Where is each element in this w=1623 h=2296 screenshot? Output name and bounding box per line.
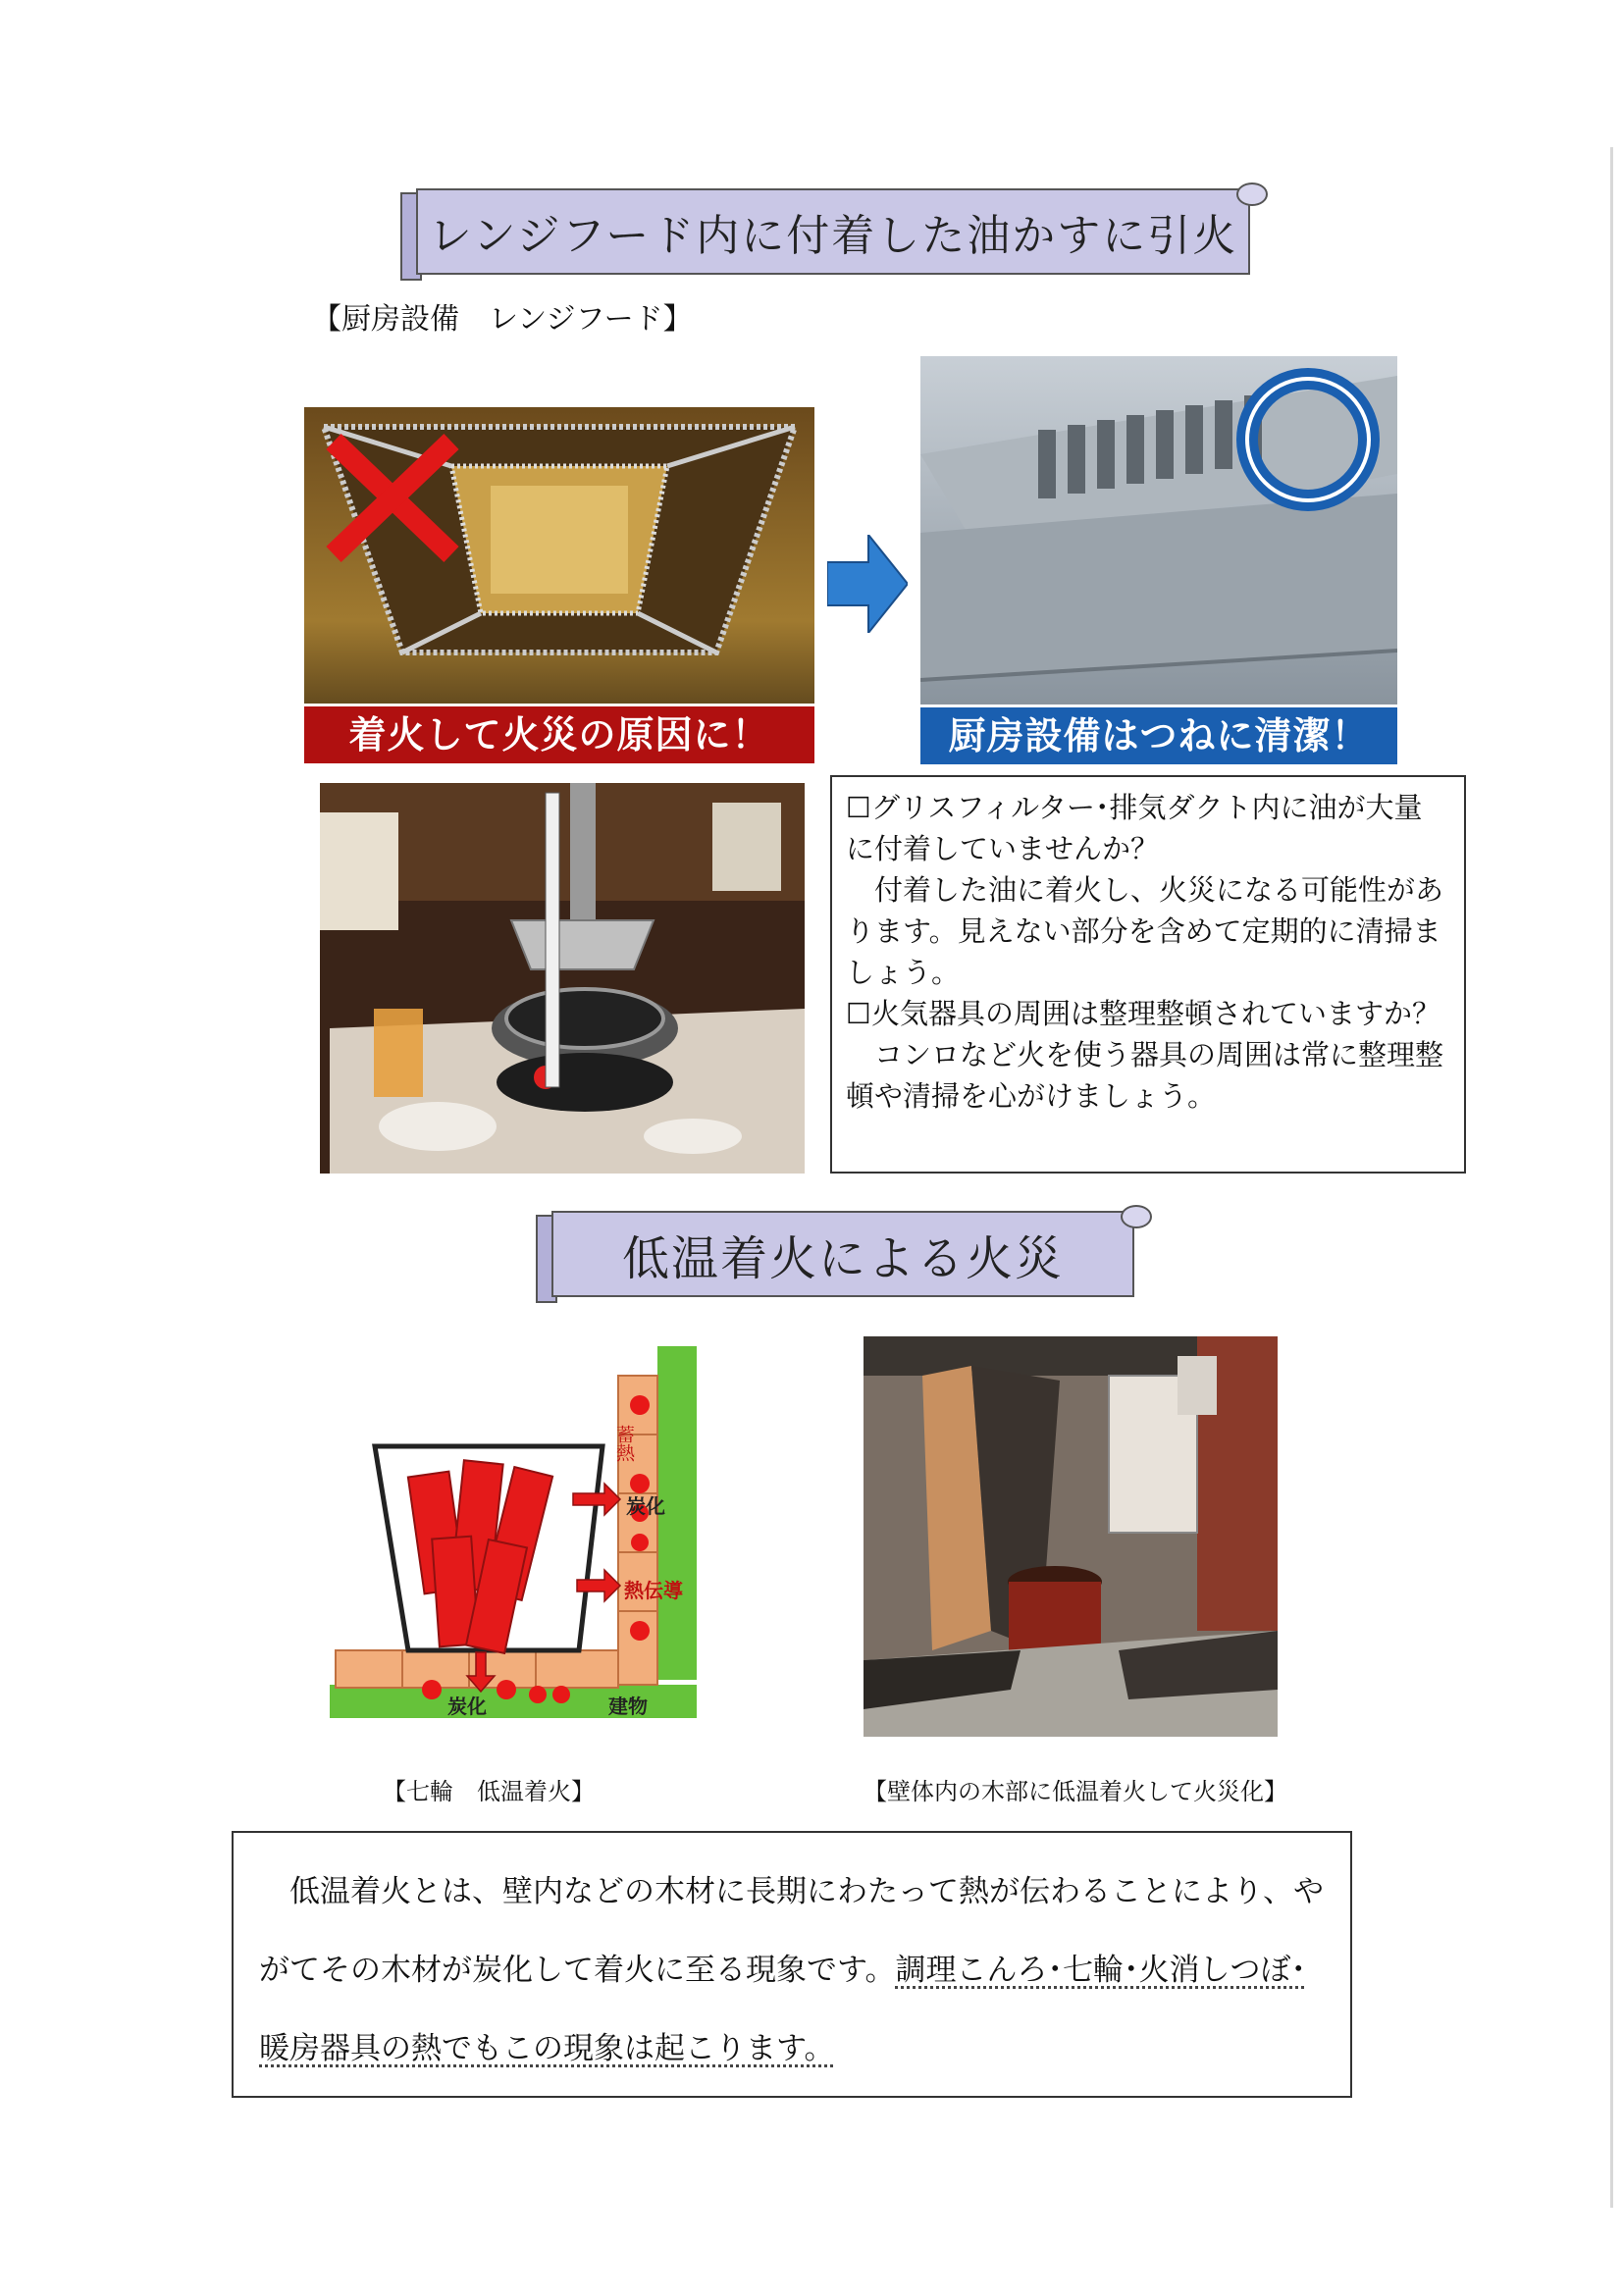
tabletop-grill-photo — [320, 783, 805, 1174]
range-hood-clean-photo — [920, 356, 1397, 764]
tabletop-grill-illustration — [320, 783, 805, 1174]
low-temp-ignition-diagram — [330, 1336, 722, 1729]
label-carbonize-right: 炭化 — [626, 1494, 665, 1518]
range-hood-clean-caption: 厨房設備はつねに清潔！ — [920, 704, 1397, 764]
arrow-right-icon — [827, 535, 908, 633]
note-surroundings-advice: コンロなど火を使う器具の周囲は常に整理整頓や清掃を心がけましょう。 — [846, 1038, 1444, 1113]
section2-banner-title: 低温着火による火災 — [621, 1230, 1064, 1286]
note-grease-check: ☐グリスフィルター･排気ダクト内に油が大量に付着していませんか？ — [846, 791, 1423, 865]
explanation-line-3: 暖房器具の熱でもこの現象は起こります。 — [259, 2031, 835, 2066]
shichirin-diagram-graphic — [330, 1336, 722, 1729]
range-hood-clean-illustration — [920, 356, 1397, 764]
burnt-wall-illustration — [864, 1336, 1278, 1737]
label-heat-storage: 蓄熱 — [613, 1425, 635, 1462]
label-building: 建物 — [608, 1695, 648, 1718]
explanation-line-2-emphasis: 調理こんろ･七輪･火消しつぼ･ — [895, 1953, 1307, 1988]
diagram-caption: 【七輪 低温着火】 — [383, 1778, 595, 1805]
section1-banner-title: レンジフード内に付着した油かすに引火 — [428, 211, 1238, 261]
burnt-wall-caption: 【壁体内の木部に低温着火して火災化】 — [864, 1778, 1287, 1805]
label-carbonize-bottom: 炭化 — [447, 1695, 487, 1718]
low-temp-explanation-box — [232, 1831, 1352, 2098]
range-hood-dirty-photo — [304, 407, 814, 763]
label-heat-conduction: 熱伝導 — [624, 1579, 683, 1602]
explanation-line-2: がてその木材が炭化して着火に至る現象です。 — [259, 1953, 896, 1988]
inspection-notes-box — [830, 775, 1466, 1174]
page-edge-line — [1610, 147, 1613, 2208]
range-hood-dirty-caption: 着火して火災の原因に！ — [304, 704, 814, 763]
note-grease-advice: 付着した油に着火し、火災になる可能性があります。見えない部分を含めて定期的に清掃ましょう。 — [846, 873, 1444, 989]
section1-banner — [400, 183, 1270, 285]
explanation-line-1: 低温着火とは、壁内などの木材に長期にわたって熱が伝わることにより、や — [259, 1874, 1324, 1909]
note-surroundings-check: ☐火気器具の周囲は整理整頓されていますか？ — [846, 997, 1440, 1030]
section1-subheading: 【厨房設備 レンジフード】 — [312, 302, 693, 337]
section2-banner — [536, 1205, 1152, 1307]
burnt-wall-photo — [864, 1336, 1278, 1737]
